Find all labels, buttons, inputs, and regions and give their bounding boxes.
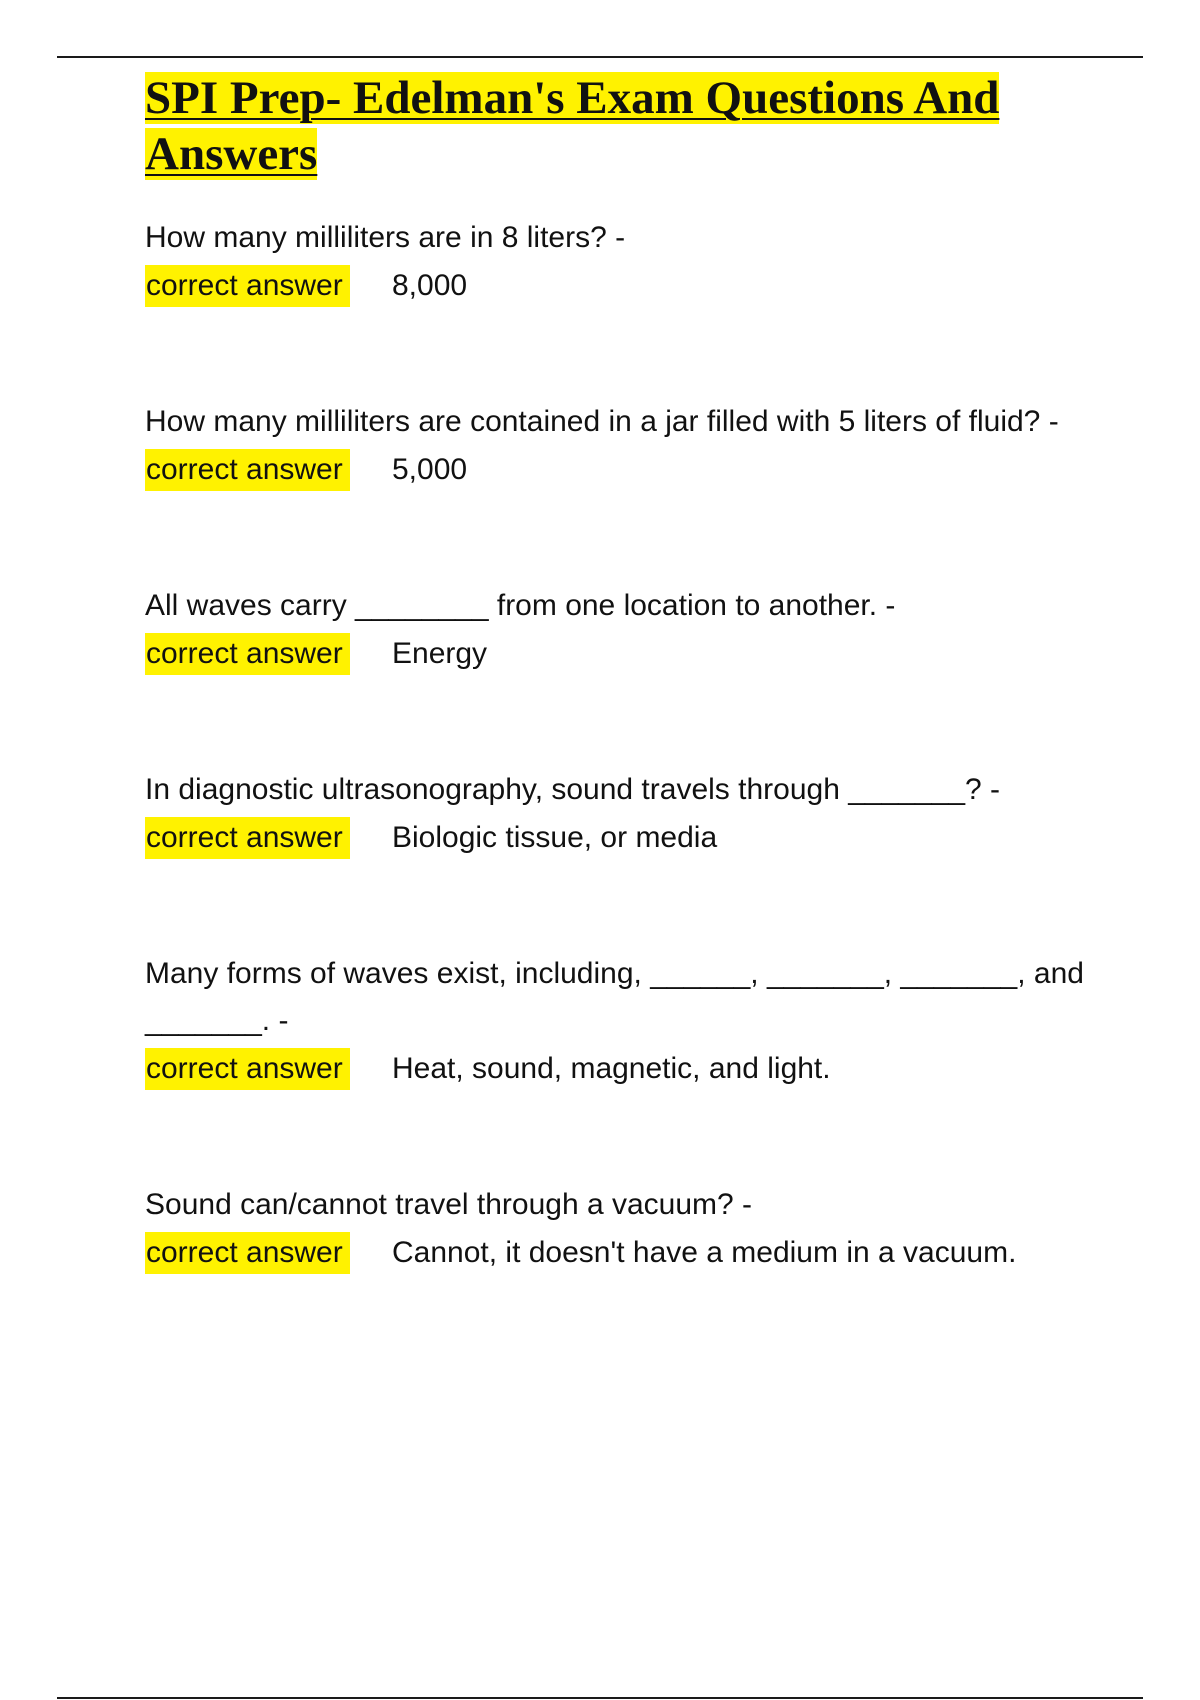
qa-item — [145, 950, 1085, 1092]
answer-row — [145, 1229, 1085, 1276]
answer-text: Cannot, it doesn't have a medium in a vacuum. — [392, 1235, 1017, 1269]
qa-item — [145, 398, 1085, 493]
answer-row — [145, 446, 1085, 493]
answer-text: Biologic tissue, or media — [392, 820, 718, 854]
answer-row — [145, 814, 1085, 861]
question-text: How many milliliters are contained in a jar filled with 5 liters of fluid? - — [145, 405, 1059, 438]
question-text: All waves carry ________ from one location to another. - — [145, 589, 896, 622]
document-title-text: SPI Prep- Edelman's Exam Questions And Answers — [145, 72, 1000, 180]
top-rule — [57, 56, 1143, 58]
answer-label: correct answer — [145, 1048, 350, 1090]
answer-text: 8,000 — [392, 268, 468, 302]
question-text: In diagnostic ultrasonography, sound travels through _______? - — [145, 773, 1001, 806]
answer-label: correct answer — [145, 817, 350, 859]
qa-item — [145, 1181, 1085, 1276]
qa-item — [145, 582, 1085, 677]
qa-list — [145, 214, 1085, 1276]
answer-row — [145, 262, 1085, 309]
answer-label: correct answer — [145, 265, 350, 307]
answer-label: correct answer — [145, 633, 350, 675]
qa-item — [145, 214, 1085, 309]
document-page — [145, 70, 1085, 1365]
question-text: Sound can/cannot travel through a vacuum? - — [145, 1188, 753, 1221]
document-title — [145, 70, 1085, 182]
answer-text: Heat, sound, magnetic, and light. — [392, 1051, 831, 1085]
question-text: Many forms of waves exist, including, ______, _______, _______, and _______. - — [145, 957, 1084, 1037]
qa-item — [145, 766, 1085, 861]
answer-label: correct answer — [145, 1232, 350, 1274]
bottom-rule — [57, 1697, 1143, 1699]
answer-row — [145, 630, 1085, 677]
answer-row — [145, 1045, 1085, 1092]
question-text: How many milliliters are in 8 liters? - — [145, 221, 626, 254]
answer-label: correct answer — [145, 449, 350, 491]
answer-text: Energy — [392, 636, 488, 670]
answer-text: 5,000 — [392, 452, 468, 486]
